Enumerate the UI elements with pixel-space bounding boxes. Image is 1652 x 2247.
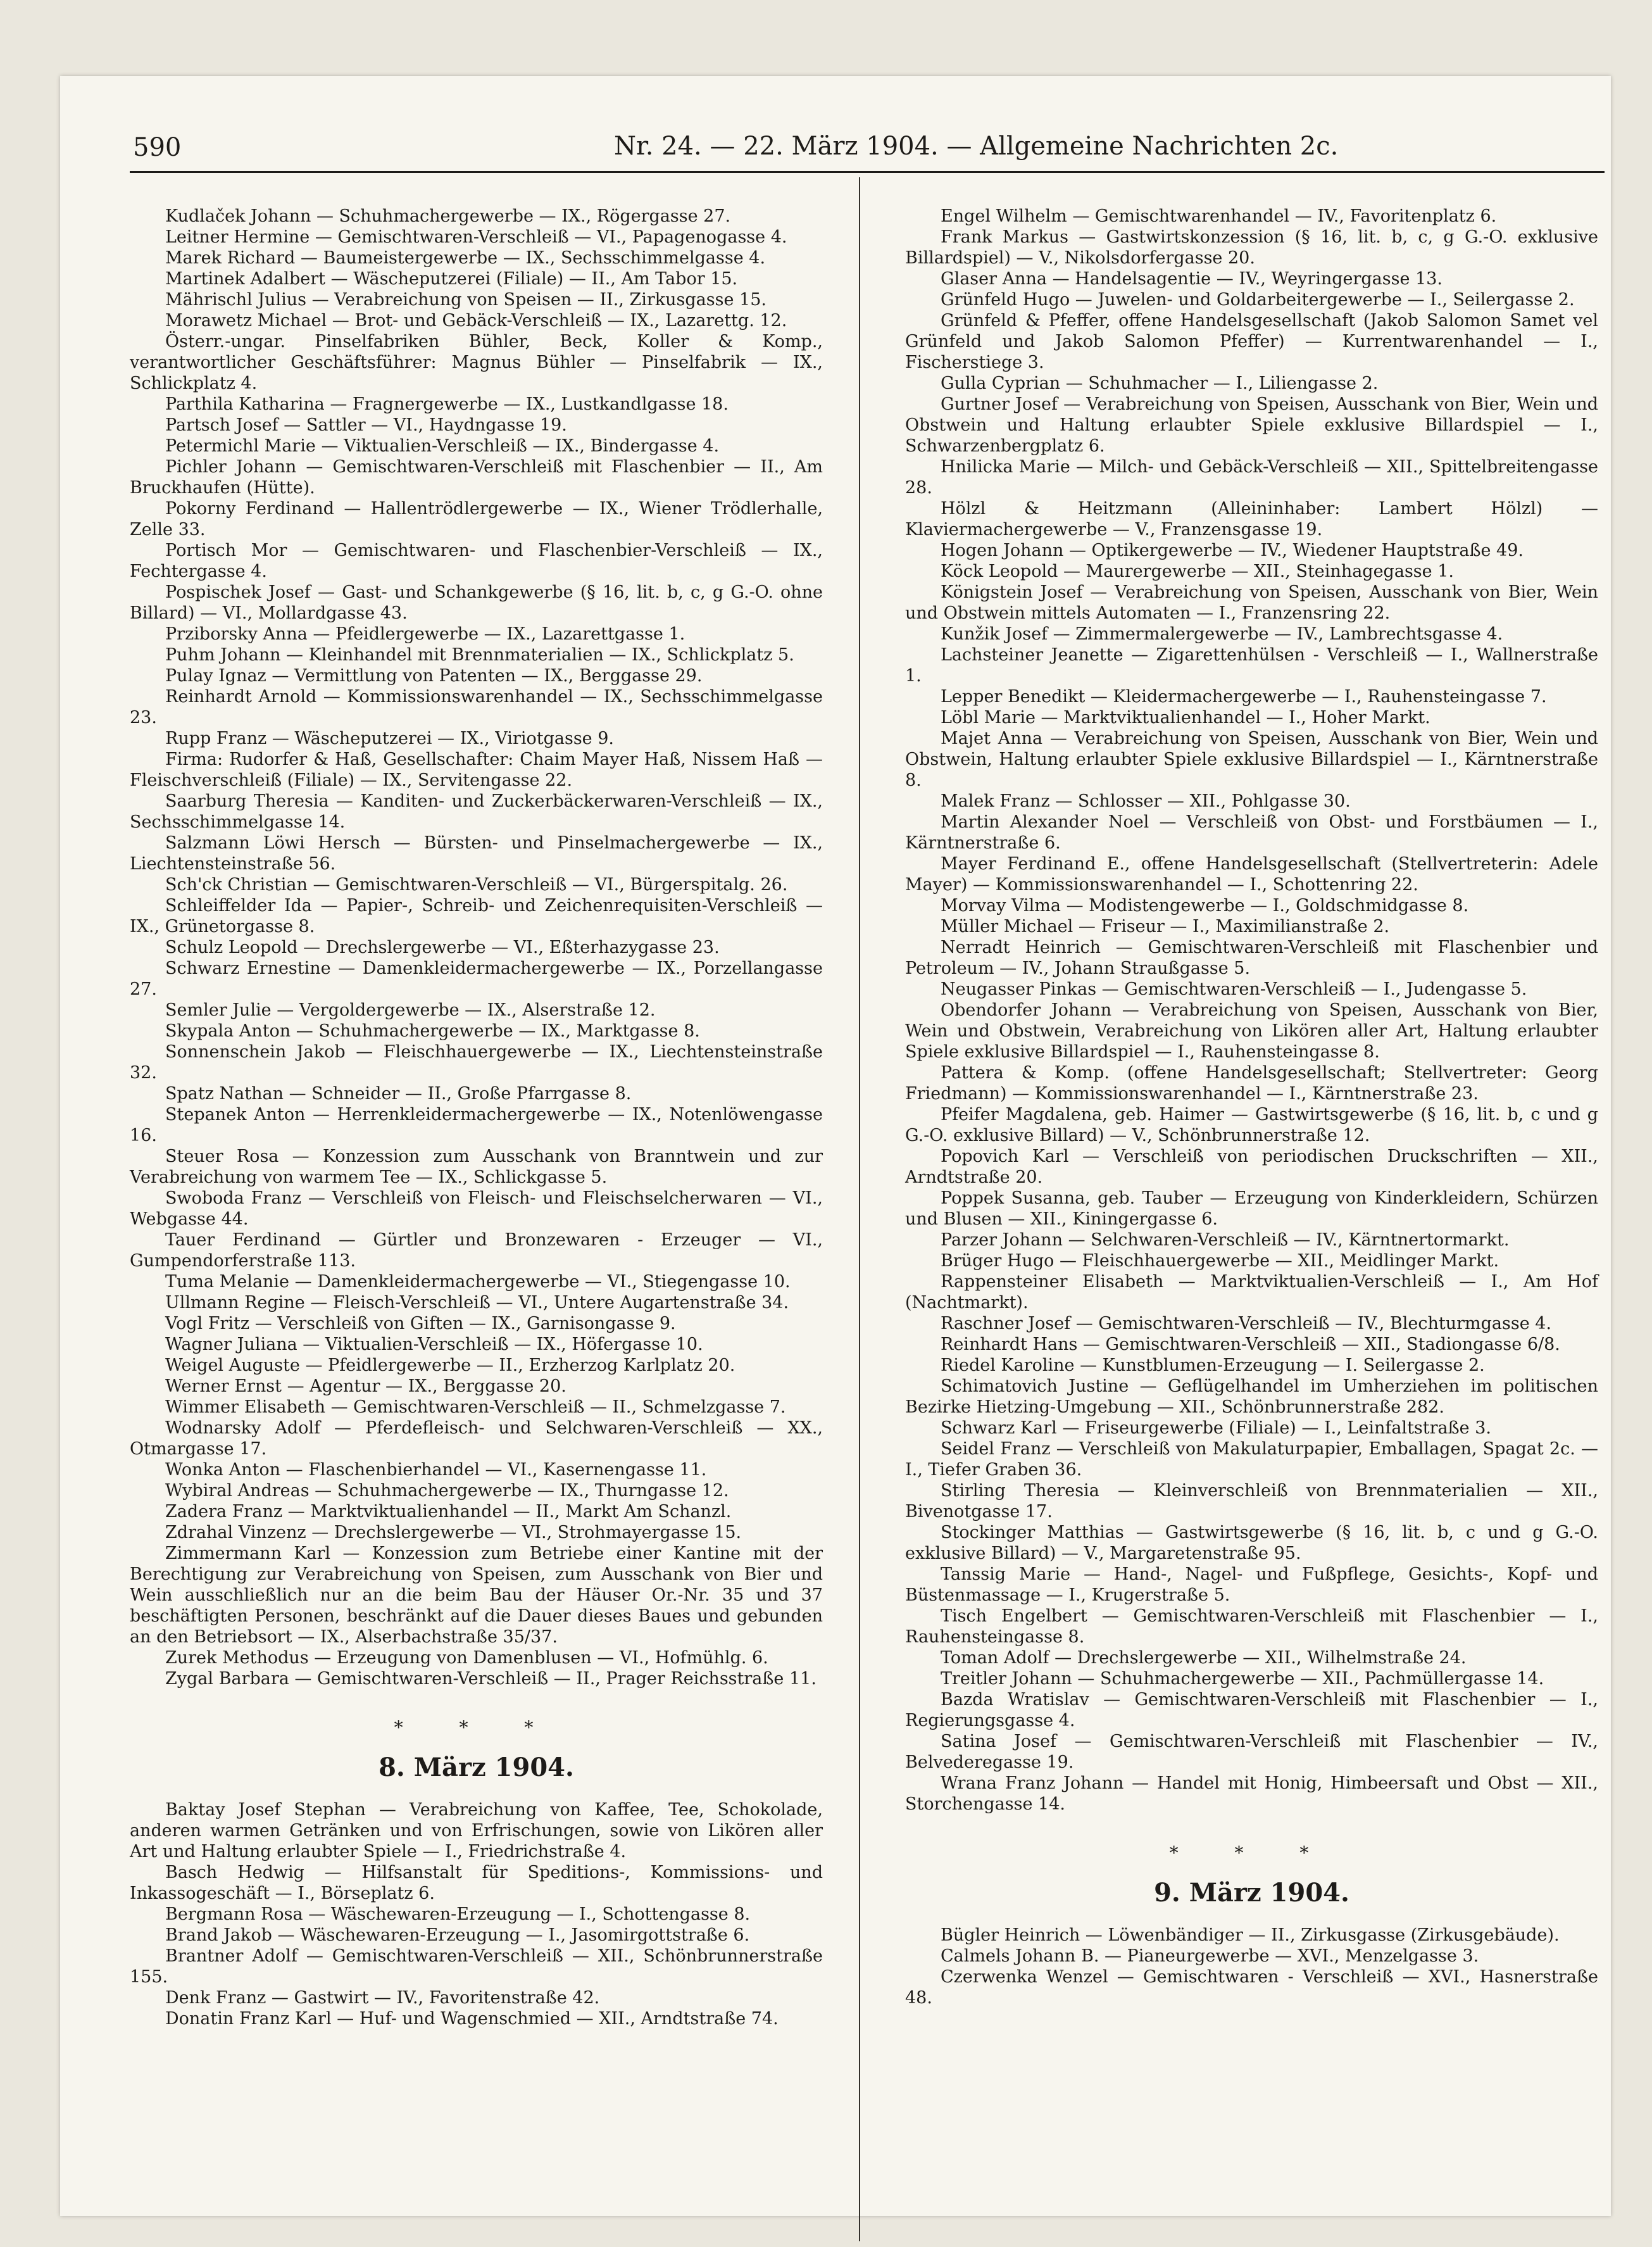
list-entry: Donatin Franz Karl — Huf- und Wagenschmied — XII., Arndtstraße 74. [165, 2009, 779, 2029]
list-entry: Bergmann Rosa — Wäschewaren-Erzeugung — I., Schottengasse 8. [165, 1904, 751, 1924]
list-entry: Rupp Franz — Wäscheputzerei — IX., Viriotgasse 9. [165, 729, 615, 748]
list-entry: Pokorny Ferdinand — Hallentrödlergewerbe — IX., Wiener Trödlerhalle, Zelle 33. [130, 499, 823, 539]
list-entry: Tauer Ferdinand — Gürtler und Bronzewaren - Erzeuger — VI., Gumpendorferstraße 113. [130, 1230, 823, 1271]
list-entry: Hölzl & Heitzmann (Alleininhaber: Lambert Hölzl) — Klaviermachergewerbe — V., Franzensgasse 19. [905, 499, 1598, 539]
list-entry: Bügler Heinrich — Löwenbändiger — II., Zirkusgasse (Zirkusgebäude). [941, 1925, 1560, 1945]
list-entry: Seidel Franz — Verschleiß von Makulaturpapier, Emballagen, Spagat 2c. — I., Tiefer Graben 36. [905, 1439, 1598, 1480]
list-entry: Glaser Anna — Handelsagentie — IV., Weyringergasse 13. [941, 269, 1442, 289]
list-entry: Tuma Melanie — Damenkleidermachergewerbe — VI., Stiegengasse 10. [165, 1272, 791, 1292]
list-entry: Obendorfer Johann — Verabreichung von Speisen, Ausschank von Bier, Wein und Obstwein, Verabreichung von Likören aller Art, Haltung erlaubter Spiele exklusive Billardspiel — I., Rauhensteingasse 8. [905, 1000, 1598, 1062]
page-header [133, 127, 1601, 177]
list-entry: Tisch Engelbert — Gemischtwaren-Verschleiß mit Flaschenbier — I., Rauhensteingasse 8. [905, 1606, 1598, 1647]
list-entry: Baktay Josef Stephan — Verabreichung von Kaffee, Tee, Schokolade, anderen warmen Getränken und von Erfrischungen, sowie von Likören aller Art und Haltung erlaubter Spiele — I., Friedrichstraße 4. [130, 1800, 823, 1861]
list-entry: Puhm Johann — Kleinhandel mit Brennmaterialien — IX., Schlickplatz 5. [165, 645, 794, 665]
list-entry: Brüger Hugo — Fleischhauergewerbe — XII., Meidlinger Markt. [941, 1251, 1499, 1271]
list-entry: Martin Alexander Noel — Verschleiß von Obst- und Forstbäumen — I., Kärntnerstraße 6. [905, 812, 1598, 853]
list-entry: Sonnenschein Jakob — Fleischhauergewerbe — IX., Liechtensteinstraße 32. [130, 1042, 823, 1083]
list-entry: Majet Anna — Verabreichung von Speisen, Ausschank von Bier, Wein und Obstwein, Haltung erlaubter Spiele exklusive Billardspiel — I., Kärntnerstraße 8. [905, 729, 1598, 790]
list-entry: Müller Michael — Friseur — I., Maximilianstraße 2. [941, 917, 1390, 936]
list-entry: Wonka Anton — Flaschenbierhandel — VI., Kasernengasse 11. [165, 1460, 707, 1480]
list-entry: Grünfeld Hugo — Juwelen- und Goldarbeitergewerbe — I., Seilergasse 2. [941, 290, 1575, 310]
list-entry: Portisch Mor — Gemischtwaren- und Flaschenbier-Verschleiß — IX., Fechtergasse 4. [130, 541, 823, 581]
newspaper-page [60, 76, 1611, 2216]
list-entry: Czerwenka Wenzel — Gemischtwaren - Verschleiß — XVI., Hasnerstraße 48. [905, 1967, 1598, 2008]
list-entry: Raschner Josef — Gemischtwaren-Verschleiß — IV., Blechturmgasse 4. [941, 1314, 1552, 1333]
list-entry: Gurtner Josef — Verabreichung von Speisen, Ausschank von Bier, Wein und Obstwein und Haltung erlaubter Spiele exklusive Billardspiel — I., Schwarzenbergplatz 6. [905, 394, 1598, 456]
list-entry: Schimatovich Justine — Geflügelhandel im Umherziehen im politischen Bezirke Hietzing-Umgebung — XII., Schönbrunnerstraße 282. [905, 1376, 1598, 1417]
list-entry: Kunžik Josef — Zimmermalergewerbe — IV., Lambrechtsgasse 4. [941, 624, 1503, 644]
list-entry: Frank Markus — Gastwirtskonzession (§ 16, lit. b, c, g G.-O. exklusive Billardspiel) — V., Nikolsdorfergasse 20. [905, 227, 1598, 268]
list-entry: Sch'ck Christian — Gemischtwaren-Verschleiß — VI., Bürgerspitalg. 26. [165, 875, 788, 895]
list-entry: Spatz Nathan — Schneider — II., Große Pfarrgasse 8. [165, 1084, 632, 1104]
list-entry: Stepanek Anton — Herrenkleidermachergewerbe — IX., Notenlöwengasse 16. [130, 1105, 823, 1145]
list-entry: Rappensteiner Elisabeth — Marktviktualien-Verschleiß — I., Am Hof (Nachtmarkt). [905, 1272, 1598, 1312]
right-entries-march-9 [905, 1925, 1598, 2008]
list-entry: Calmels Johann B. — Pianeurgewerbe — XVI., Menzelgasse 3. [941, 1946, 1479, 1966]
left-entries-march-a [130, 206, 823, 1689]
list-entry: Wrana Franz Johann — Handel mit Honig, Himbeersaft und Obst — XII., Storchengasse 14. [905, 1773, 1598, 1814]
list-entry: Tanssig Marie — Hand-, Nagel- und Fußpflege, Gesichts-, Kopf- und Büstenmassage — I., Krugerstraße 5. [905, 1564, 1598, 1605]
list-entry: Pichler Johann — Gemischtwaren-Verschleiß mit Flaschenbier — II., Am Bruckhaufen (Hütte). [130, 457, 823, 498]
list-entry: Ullmann Regine — Fleisch-Verschleiß — VI., Untere Augartenstraße 34. [165, 1293, 789, 1312]
list-entry: Stirling Theresia — Kleinverschleiß von Brennmaterialien — XII., Bivenotgasse 17. [905, 1481, 1598, 1521]
running-title: Nr. 24. — 22. März 1904. — Allgemeine Nachrichten 2c. [614, 132, 1339, 161]
list-entry: Satina Josef — Gemischtwaren-Verschleiß mit Flaschenbier — IV., Belvederegasse 19. [905, 1732, 1598, 1772]
list-entry: Löbl Marie — Marktviktualienhandel — I., Hoher Markt. [941, 708, 1430, 727]
list-entry: Zimmermann Karl — Konzession zum Betriebe einer Kantine mit der Berechtigung zur Verabreichung von Speisen, zum Ausschank von Bier und Wein ausschließlich nur an die beim Bau der Häuser Or.-Nr. 35 und 37 beschäftigten Personen, beschränkt auf die Dauer dieses Baues und gebunden an den Betriebsort — IX., Alserbachstraße 35/37. [130, 1544, 823, 1647]
list-entry: Parzer Johann — Selchwaren-Verschleiß — IV., Kärntnertormarkt. [941, 1230, 1510, 1250]
list-entry: Vogl Fritz — Verschleiß von Giften — IX., Garnisongasse 9. [165, 1314, 676, 1333]
list-entry: Mährischl Julius — Verabreichung von Speisen — II., Zirkusgasse 15. [165, 290, 767, 310]
list-entry: Engel Wilhelm — Gemischtwarenhandel — IV., Favoritenplatz 6. [941, 206, 1497, 226]
list-entry: Stockinger Matthias — Gastwirtsgewerbe (§ 16, lit. b, c und g G.-O. exklusive Billard) — V., Margaretenstraße 95. [905, 1523, 1598, 1563]
list-entry: Gulla Cyprian — Schuhmacher — I., Liliengasse 2. [941, 374, 1379, 393]
date-heading-march-8: 8. März 1904. [379, 1753, 574, 1782]
list-entry: Semler Julie — Vergoldergewerbe — IX., Alserstraße 12. [165, 1000, 656, 1020]
right-column [905, 206, 1598, 2008]
list-entry: Toman Adolf — Drechslergewerbe — XII., Wilhelmstraße 24. [941, 1648, 1467, 1668]
list-entry: Pospischek Josef — Gast- und Schankgewerbe (§ 16, lit. b, c, g G.-O. ohne Billard) — VI., Mollardgasse 43. [130, 582, 823, 623]
list-entry: Wimmer Elisabeth — Gemischtwaren-Verschleiß — II., Schmelzgasse 7. [165, 1397, 786, 1417]
list-entry: Leitner Hermine — Gemischtwaren-Verschleiß — VI., Papagenogasse 4. [165, 227, 787, 247]
list-entry: Hogen Johann — Optikergewerbe — IV., Wiedener Hauptstraße 49. [941, 541, 1524, 560]
list-entry: Köck Leopold — Maurergewerbe — XII., Steinhagegasse 1. [941, 562, 1454, 581]
list-entry: Steuer Rosa — Konzession zum Ausschank von Branntwein und zur Verabreichung von warmem Tee — IX., Schlickgasse 5. [130, 1147, 823, 1187]
list-entry: Schulz Leopold — Drechslergewerbe — VI., Eßterhazygasse 23. [165, 938, 720, 957]
list-entry: Königstein Josef — Verabreichung von Speisen, Ausschank von Bier, Wein und Obstwein mittels Automaten — I., Franzensring 22. [905, 582, 1598, 623]
date-heading-march-9: 9. März 1904. [1154, 1878, 1349, 1908]
list-entry: Pattera & Komp. (offene Handelsgesellschaft; Stellvertreter: Georg Friedmann) — Kommissionswarenhandel — I., Kärntnerstraße 23. [905, 1063, 1598, 1104]
section-stars: * * * [394, 1717, 559, 1738]
list-entry: Bazda Wratislav — Gemischtwaren-Verschleiß mit Flaschenbier — I., Regierungsgasse 4. [905, 1690, 1598, 1730]
list-entry: Reinhardt Hans — Gemischtwaren-Verschleiß — XII., Stadiongasse 6/8. [941, 1335, 1560, 1354]
list-entry: Denk Franz — Gastwirt — IV., Favoritenstraße 42. [165, 1988, 600, 2008]
list-entry: Zdrahal Vinzenz — Drechslergewerbe — VI., Strohmayergasse 15. [165, 1523, 742, 1542]
list-entry: Reinhardt Arnold — Kommissionswarenhandel — IX., Sechsschimmelgasse 23. [130, 687, 823, 727]
list-entry: Riedel Karoline — Kunstblumen-Erzeugung — I. Seilergasse 2. [941, 1356, 1485, 1375]
list-entry: Saarburg Theresia — Kanditen- und Zuckerbäckerwaren-Verschleiß — IX., Sechsschimmelgasse 14. [130, 791, 823, 832]
list-entry: Wagner Juliana — Viktualien-Verschleiß — IX., Höfergasse 10. [165, 1335, 703, 1354]
list-entry: Poppek Susanna, geb. Tauber — Erzeugung von Kinderkleidern, Schürzen und Blusen — XII., Kiningergasse 6. [905, 1188, 1598, 1229]
list-entry: Wodnarsky Adolf — Pferdefleisch- und Selchwaren-Verschleiß — XX., Otmargasse 17. [130, 1418, 823, 1459]
list-entry: Martinek Adalbert — Wäscheputzerei (Filiale) — II., Am Tabor 15. [165, 269, 738, 289]
list-entry: Kudlaček Johann — Schuhmachergewerbe — IX., Rögergasse 27. [165, 206, 731, 226]
list-entry: Partsch Josef — Sattler — VI., Haydngasse 19. [165, 415, 567, 435]
list-entry: Morvay Vilma — Modistengewerbe — I., Goldschmidgasse 8. [941, 896, 1469, 916]
list-entry: Firma: Rudorfer & Haß, Gesellschafter: Chaim Mayer Haß, Nissem Haß — Fleischverschleiß (Filiale) — IX., Servitengasse 22. [130, 750, 823, 790]
list-entry: Schwarz Ernestine — Damenkleidermachergewerbe — IX., Porzellangasse 27. [130, 959, 823, 999]
list-entry: Treitler Johann — Schuhmachergewerbe — XII., Pachmüllergasse 14. [941, 1669, 1544, 1689]
list-entry: Brantner Adolf — Gemischtwaren-Verschleiß — XII., Schönbrunnerstraße 155. [130, 1946, 823, 1987]
list-entry: Werner Ernst — Agentur — IX., Berggasse 20. [165, 1376, 566, 1396]
list-entry: Hnilicka Marie — Milch- und Gebäck-Verschleiß — XII., Spittelbreitengasse 28. [905, 457, 1598, 498]
list-entry: Salzmann Löwi Hersch — Bürsten- und Pinselmachergewerbe — IX., Liechtensteinstraße 56. [130, 833, 823, 874]
list-entry: Grünfeld & Pfeffer, offene Handelsgesellschaft (Jakob Salomon Samet vel Grünfeld und Jakob Salomon Pfeffer) — Kurrentwarenhandel — I., Fischerstiege 3. [905, 311, 1598, 372]
list-entry: Parthila Katharina — Fragnergewerbe — IX., Lustkandlgasse 18. [165, 394, 729, 414]
list-entry: Swoboda Franz — Verschleiß von Fleisch- und Fleischselcherwaren — VI., Webgasse 44. [130, 1188, 823, 1229]
list-entry: Popovich Karl — Verschleiß von periodischen Druckschriften — XII., Arndtstraße 20. [905, 1147, 1598, 1187]
list-entry: Schwarz Karl — Friseurgewerbe (Filiale) — I., Leinfaltstraße 3. [941, 1418, 1491, 1438]
page-number: 590 [133, 133, 182, 162]
list-entry: Schleiffelder Ida — Papier-, Schreib- und Zeichenrequisiten-Verschleiß — IX., Grünetorgasse 8. [130, 896, 823, 936]
list-entry: Marek Richard — Baumeistergewerbe — IX., Sechsschimmelgasse 4. [165, 248, 766, 268]
list-entry: Zadera Franz — Marktviktualienhandel — II., Markt Am Schanzl. [165, 1502, 732, 1521]
list-entry: Basch Hedwig — Hilfsanstalt für Speditions-, Kommissions- und Inkassogeschäft — I., Börseplatz 6. [130, 1863, 823, 1903]
list-entry: Zurek Methodus — Erzeugung von Damenblusen — VI., Hofmühlg. 6. [165, 1648, 768, 1668]
list-entry: Weigel Auguste — Pfeidlergewerbe — II., Erzherzog Karlplatz 20. [165, 1356, 735, 1375]
list-entry: Lepper Benedikt — Kleidermachergewerbe — I., Rauhensteingasse 7. [941, 687, 1547, 707]
section-stars: * * * [1169, 1842, 1334, 1863]
list-entry: Pulay Ignaz — Vermittlung von Patenten — IX., Berggasse 29. [165, 666, 703, 686]
list-entry: Wybiral Andreas — Schuhmachergewerbe — IX., Thurngasse 12. [165, 1481, 729, 1501]
header-rule [130, 171, 1605, 173]
list-entry: Morawetz Michael — Brot- und Gebäck-Verschleiß — IX., Lazarettg. 12. [165, 311, 787, 330]
list-entry: Skypala Anton — Schuhmachergewerbe — IX., Marktgasse 8. [165, 1021, 700, 1041]
list-entry: Mayer Ferdinand E., offene Handelsgesellschaft (Stellvertreterin: Adele Mayer) — Kommissionswarenhandel — I., Schottenring 22. [905, 854, 1598, 895]
list-entry: Malek Franz — Schlosser — XII., Pohlgasse 30. [941, 791, 1351, 811]
list-entry: Nerradt Heinrich — Gemischtwaren-Verschleiß mit Flaschenbier und Petroleum — IV., Johann Straußgasse 5. [905, 938, 1598, 978]
list-entry: Österr.-ungar. Pinselfabriken Bühler, Beck, Koller & Komp., verantwortlicher Geschäftsführer: Magnus Bühler — Pinselfabrik — IX., Schlickplatz 4. [130, 332, 823, 393]
list-entry: Prziborsky Anna — Pfeidlergewerbe — IX., Lazarettgasse 1. [165, 624, 685, 644]
list-entry: Zygal Barbara — Gemischtwaren-Verschleiß — II., Prager Reichsstraße 11. [165, 1669, 817, 1689]
list-entry: Petermichl Marie — Viktualien-Verschleiß — IX., Bindergasse 4. [165, 436, 720, 456]
left-column [130, 206, 823, 2029]
list-entry: Pfeifer Magdalena, geb. Haimer — Gastwirtsgewerbe (§ 16, lit. b, c und g G.-O. exklusive Billard) — V., Schönbrunnerstraße 12. [905, 1105, 1598, 1145]
right-entries-march-8 [905, 206, 1598, 1815]
list-entry: Brand Jakob — Wäschewaren-Erzeugung — I., Jasomirgottstraße 6. [165, 1925, 750, 1945]
left-entries-march-8 [130, 1799, 823, 2029]
list-entry: Lachsteiner Jeanette — Zigarettenhülsen - Verschleiß — I., Wallnerstraße 1. [905, 645, 1598, 686]
list-entry: Neugasser Pinkas — Gemischtwaren-Verschleiß — I., Judengasse 5. [941, 979, 1527, 999]
column-divider [859, 177, 860, 2241]
